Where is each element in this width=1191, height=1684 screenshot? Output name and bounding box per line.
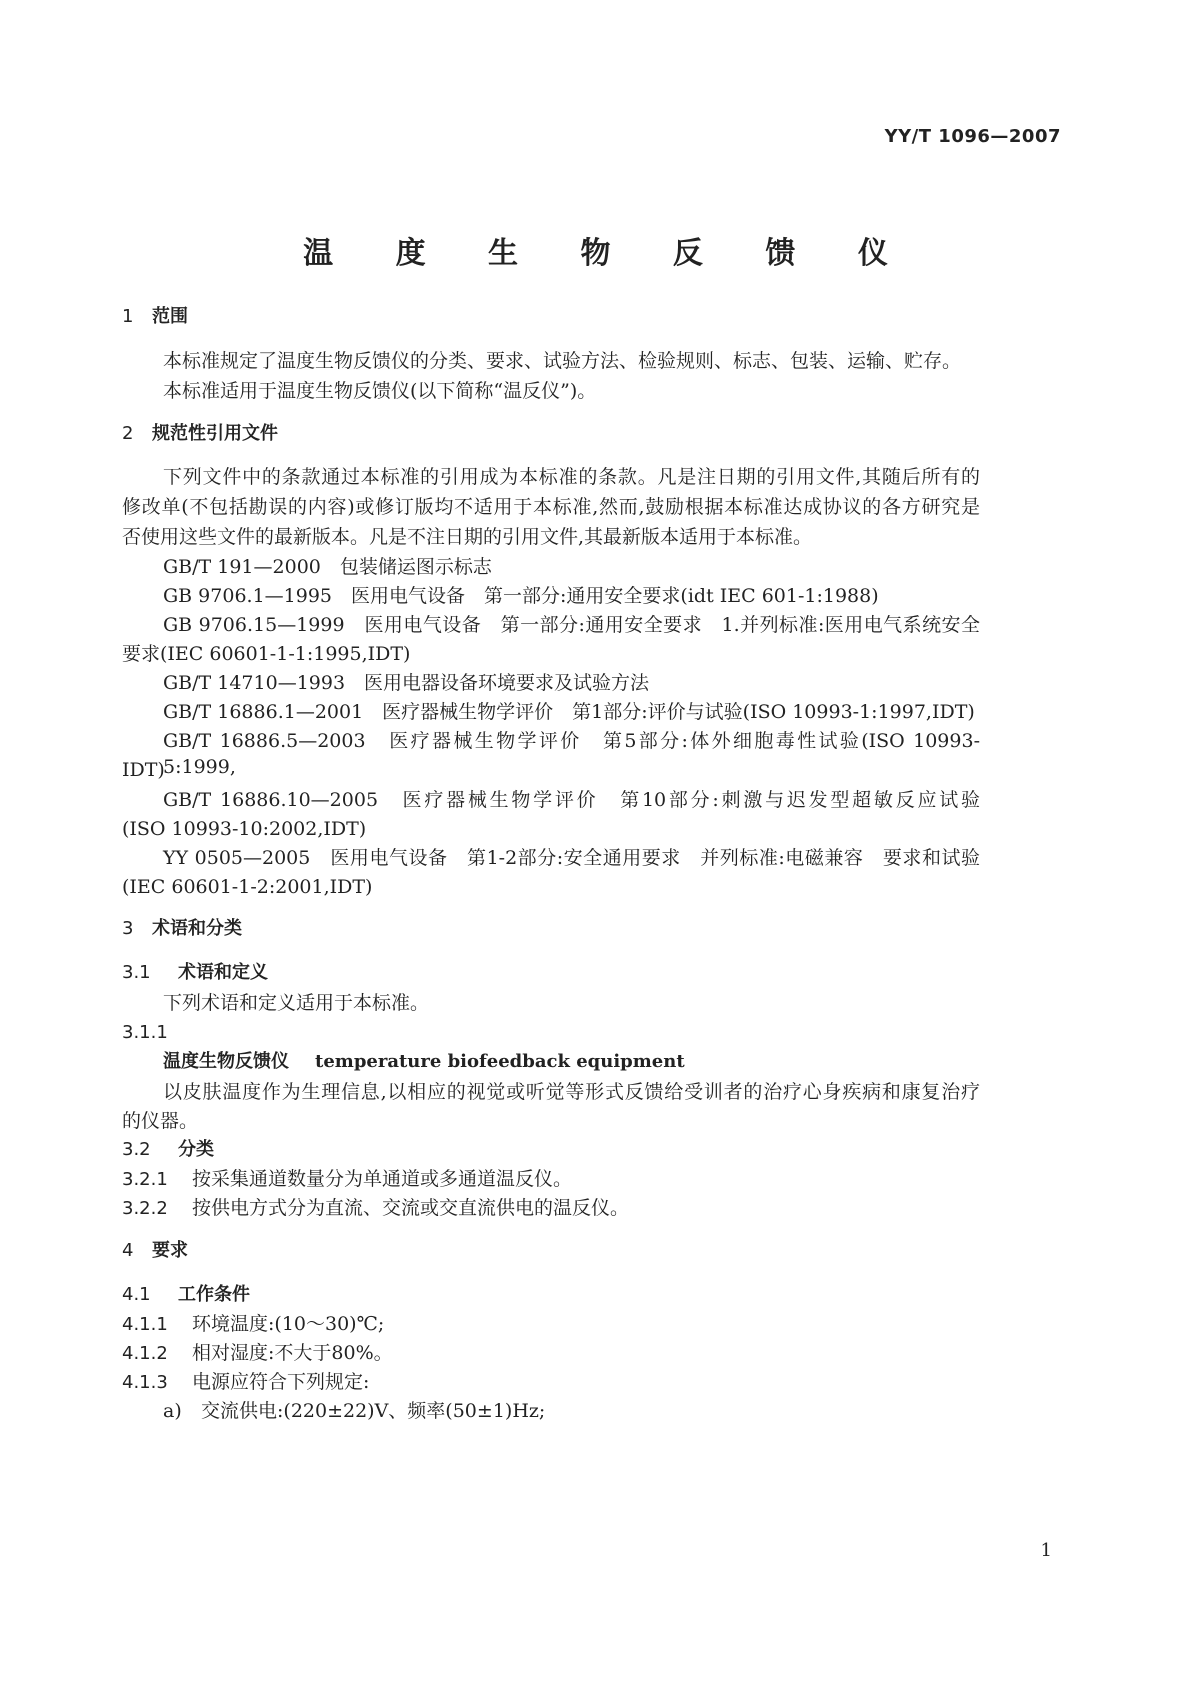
reference-yy0505-line-2: (IEC 60601-1-2:2001,IDT) (122, 876, 373, 898)
reference-gb9706-1: GB 9706.1—1995 医用电气设备 第一部分:通用安全要求(idt IEC 601-1:1988) (163, 585, 879, 607)
term-english: temperature biofeedback equipment (315, 1051, 685, 1072)
list-item-a: a) 交流供电:(220±22)V、频率(50±1)Hz; (163, 1400, 546, 1422)
reference-gbt16886-10-line-1: GB/T 16886.10—2005 医疗器械生物学评价 第10部分:刺激与迟发型超敏反应试验 (163, 789, 980, 811)
section-title: 要求 (152, 1240, 188, 1261)
section-4-heading (122, 1238, 188, 1264)
scope-paragraph-2: 本标准适用于温度生物反馈仪(以下简称“温反仪”)。 (163, 380, 597, 402)
section-title: 术语和分类 (152, 918, 242, 939)
clause-4-1-1: 4.1.1 环境温度:(10～30)℃; (122, 1313, 385, 1335)
clause-4-1-3: 4.1.3 电源应符合下列规定: (122, 1371, 370, 1393)
reference-gbt16886-1: GB/T 16886.1—2001 医疗器械生物学评价 第1部分:评价与试验(ISO 10993-1:1997,IDT) (163, 701, 975, 723)
section-number: 4.1 (122, 1284, 151, 1305)
standard-number: YY/T 1096—2007 (884, 126, 1061, 147)
clause-3-2-2: 3.2.2 按供电方式分为直流、交流或交直流供电的温反仪。 (122, 1197, 630, 1219)
term-definition-line-2: 的仪器。 (122, 1110, 199, 1132)
reference-gb9706-15-line-1: GB 9706.15—1999 医用电气设备 第一部分:通用安全要求 1.并列标准:医用电气系统安全 (163, 614, 980, 636)
clause-3-1-1-number: 3.1.1 (122, 1022, 168, 1043)
reference-gbt16886-5-line-1: GB/T 16886.5—2003 医疗器械生物学评价 第5部分:体外细胞毒性试验(ISO 10993-5:1999, (163, 730, 980, 778)
section-4-1-heading (122, 1282, 250, 1308)
section-title: 工作条件 (178, 1284, 250, 1305)
reference-gbt14710: GB/T 14710—1993 医用电器设备环境要求及试验方法 (163, 672, 650, 694)
term-chinese: 温度生物反馈仪 (163, 1051, 289, 1072)
section-3-1-heading (122, 960, 268, 986)
section-number: 3.1 (122, 962, 151, 983)
terms-intro: 下列术语和定义适用于本标准。 (163, 992, 430, 1014)
section-title: 术语和定义 (178, 962, 268, 983)
term-definition-line-1: 以皮肤温度作为生理信息,以相应的视觉或听觉等形式反馈给受训者的治疗心身疾病和康复治疗 (163, 1081, 980, 1103)
list-marker: a) (163, 1400, 182, 1422)
document-title: 温 度 生 物 反 馈 仪 (303, 236, 914, 271)
clause-4-1-2: 4.1.2 相对湿度:不大于80%。 (122, 1342, 393, 1364)
scope-paragraph-1: 本标准规定了温度生物反馈仪的分类、要求、试验方法、检验规则、标志、包装、运输、贮存。 (163, 350, 962, 372)
reference-yy0505-line-1: YY 0505—2005 医用电气设备 第1-2部分:安全通用要求 并列标准:电磁兼容 要求和试验 (163, 847, 980, 869)
section-number: 2 (122, 423, 134, 444)
reference-gbt16886-10-line-2: (ISO 10993-10:2002,IDT) (122, 818, 367, 840)
normative-intro-line-1: 下列文件中的条款通过本标准的引用成为本标准的条款。凡是注日期的引用文件,其随后所有的 (163, 466, 980, 488)
section-title: 分类 (178, 1139, 214, 1160)
section-2-heading (122, 421, 278, 447)
normative-intro-line-2: 修改单(不包括勘误的内容)或修订版均不适用于本标准,然而,鼓励根据本标准达成协议的各方研究是 (122, 496, 980, 518)
section-number: 3 (122, 918, 134, 939)
normative-intro-line-3: 否使用这些文件的最新版本。凡是不注日期的引用文件,其最新版本适用于本标准。 (122, 526, 813, 548)
clause-3-2-1: 3.2.1 按采集通道数量分为单通道或多通道温反仪。 (122, 1168, 573, 1190)
section-1-heading (122, 304, 188, 330)
section-3-2-heading (122, 1137, 214, 1163)
reference-gbt191: GB/T 191—2000 包装储运图示标志 (163, 556, 492, 578)
term-heading (163, 1049, 685, 1075)
page-number: 1 (1040, 1540, 1052, 1561)
section-title: 范围 (152, 306, 188, 327)
reference-gb9706-15-line-2: 要求(IEC 60601-1-1:1995,IDT) (122, 643, 411, 665)
section-3-heading (122, 916, 242, 942)
section-number: 1 (122, 306, 134, 327)
section-number: 3.2 (122, 1139, 151, 1160)
section-title: 规范性引用文件 (152, 423, 278, 444)
reference-gbt16886-5-line-2: IDT) (122, 759, 165, 781)
section-number: 4 (122, 1240, 134, 1261)
